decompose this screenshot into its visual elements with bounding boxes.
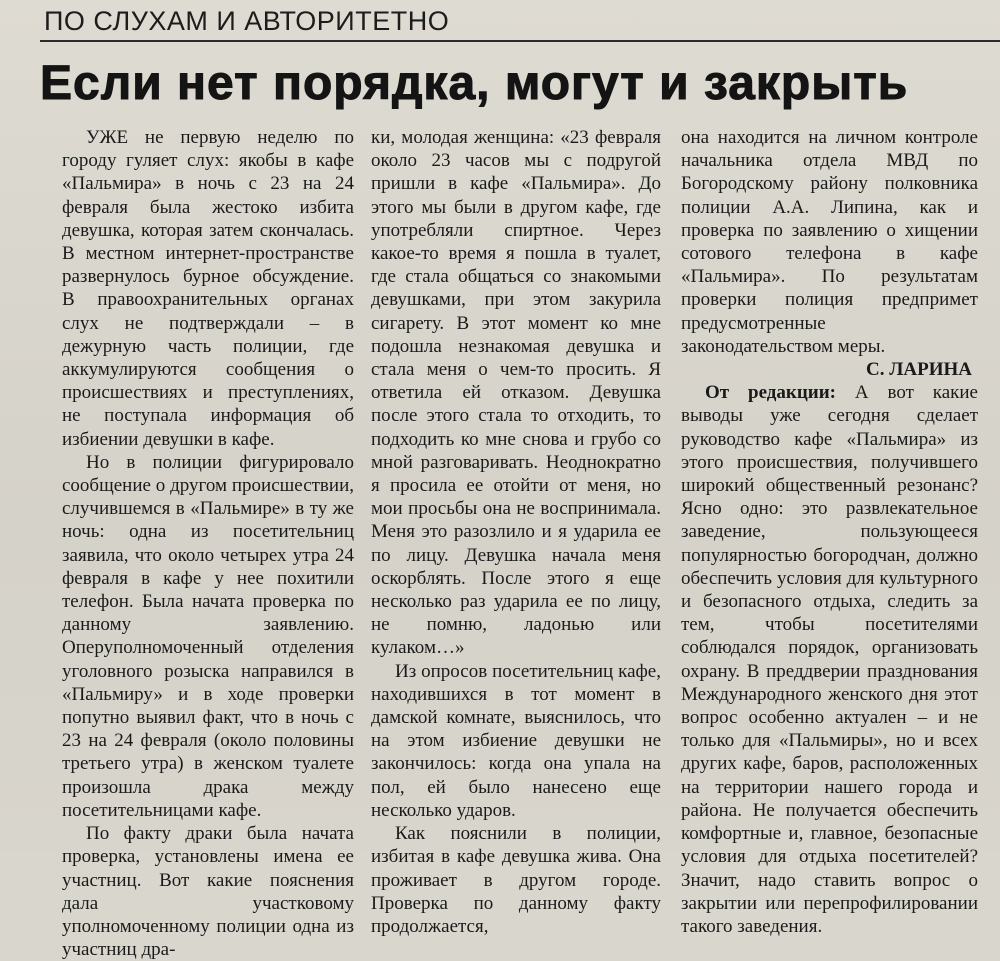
editorial-label: От редакции:: [705, 382, 836, 404]
paragraph: Из опросов посетительниц кафе, находившихся в тот момент в дамской комнате, выяснилось, что на этом избиение девушки не закончилось: когда она упала на пол, ей было нанесено еще несколько ударов.: [371, 660, 661, 821]
article-column-1: [62, 126, 354, 961]
paragraph: По факту драки была начата проверка, установлены имена ее участниц. Вот какие пояснения дала участковому уполномоченному полиции одна из участниц дра-: [62, 823, 354, 961]
rubric-divider: [40, 40, 1000, 42]
article-column-2: [371, 126, 661, 938]
rubric-header: [40, 0, 1000, 44]
rubric-title: ПО СЛУХАМ И АВТОРИТЕТНО: [44, 6, 450, 36]
editorial-note: [681, 381, 978, 938]
author-signature: С. ЛАРИНА: [866, 359, 972, 381]
article-column-3: [681, 126, 978, 938]
paragraph: УЖЕ не первую неделю по городу гуляет слух: якобы в кафе «Пальмира» в ночь с 23 на 24 февраля была жестоко избита девушка, которая затем скончалась. В местном интернет-пространстве развернулось бурное обсуждение. В правоохранительных органах слух не подтверждали – в дежурную часть полиции, где аккумулируются сообщения о происшествиях и преступлениях, не поступала информация об избиении девушки в кафе.: [62, 127, 354, 450]
paragraph: Но в полиции фигурировало сообщение о другом происшествии, случившемся в «Пальмире» в ту же ночь: одна из посетительниц заявила, что около четырех утра 24 февраля в кафе у нее похитили телефон. Была начата проверка по данному заявлению. Оперуполномоченный отделения уголовного розыска направился в «Пальмиру» и в ходе проверки попутно выявил факт, что в ночь с 23 на 24 февраля (около половины третьего утра) в женском туалете произошла драка между посетительницами кафе.: [62, 451, 354, 821]
paragraph: она находится на личном контроле начальника отдела МВД по Богородскому району полковника полиции А.А. Липина, как и проверка по заявлению о хищении сотового телефона в кафе «Пальмира». По результатам проверки полиция предпримет предусмотренные законодательством меры.: [681, 127, 978, 357]
paragraph: Как пояснили в полиции, избитая в кафе девушка жива. Она проживает в другом городе. Проверка по данному факту продолжается,: [371, 823, 661, 937]
article-headline: Если нет порядка, могут и закрыть: [40, 57, 909, 110]
paragraph: ки, молодая женщина: «23 февраля около 23 часов мы с подругой пришли в кафе «Пальмира». До этого мы были в другом кафе, где употребляли спиртное. Через какое-то время я пошла в туалет, где стала общаться со знакомыми девушками, при этом закурила сигарету. В этот момент ко мне подошла незнакомая девушка и стала меня о чем-то просить. Я ответила ей отказом. Девушка после этого стала то отходить, то подходить ко мне снова и грубо со мной разговаривать. Неоднократно я просила ее отойти от меня, но мои просьбы она не воспринимала. Меня это разозлило и я ударила ее по лицу. Девушка начала меня оскорблять. После этого я еще несколько раз ударила ее по лицу, не помню, ладонью или кулаком…»: [371, 127, 661, 659]
editorial-text: А вот какие выводы уже сегодня сделает руководство кафе «Пальмира» из этого происшествия, получившего широкий общественный резонанс? Ясно одно: это развлекательное заведение, пользующееся популярностью богородчан, должно обеспечить условия для культурного и безопасного отдыха, следить за тем, чтобы посетителями соблюдался порядок, организовать охрану. В преддверии празднования Международного женского дня этот вопрос особенно актуален – и не только для «Пальмиры», но и всех других кафе, баров, расположенных на территории нашего города и района. Не получается обеспечить комфортные и, главное, безопасные условия для отдыха посетителей? Значит, надо ставить вопрос о закрытии или перепрофилировании такого заведения.: [681, 382, 978, 937]
